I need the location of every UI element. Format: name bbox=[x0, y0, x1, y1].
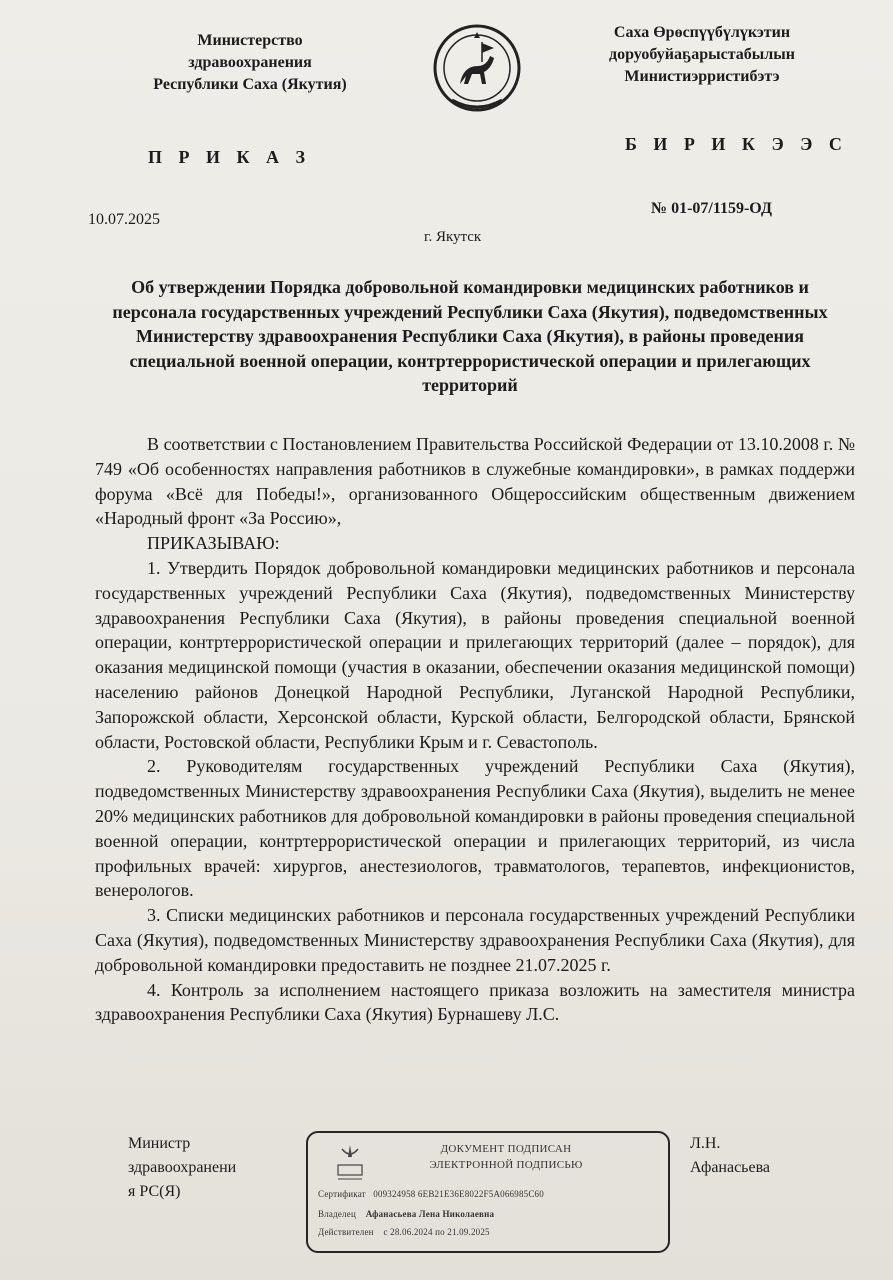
owner-value: Афанасьева Лена Николаевна bbox=[365, 1209, 495, 1219]
cert-label: Сертификат bbox=[318, 1189, 366, 1199]
owner-label: Владелец bbox=[318, 1209, 356, 1219]
order-item: 2. Руководителям государственных учреждений Республики Саха (Якутия), подведомственных Министерству здравоохранения Республики Саха (Якутия), выделить не менее 20% медицинских работников для добровольной командировки в районы проведения специальной военной операции, контртеррористической операции и прилегающих территорий, из числа профильных врачей: хирургов, анестезиологов, травматологов, терапевтов, инфекционистов, венерологов. bbox=[95, 756, 855, 901]
preamble: В соответствии с Постановлением Правительства Российской Федерации от 13.10.2008 г. № 749 «Об особенностях направления работников в служебные командировки», в рамках поддержи форума «Всё для Победы!», организованного Общероссийским общественным движением «Народный фронт «За Россию», bbox=[95, 434, 855, 529]
heading-line: ЭЛЕКТРОННОЙ ПОДПИСЬЮ bbox=[429, 1159, 583, 1171]
valid-value: с 28.06.2024 по 21.09.2025 bbox=[383, 1227, 490, 1237]
order-body bbox=[95, 432, 855, 1027]
ministry-line: здравоохранения bbox=[188, 54, 312, 71]
doc-type-ru: П Р И К А З bbox=[148, 147, 312, 167]
order-title: Об утверждении Порядка добровольной командировки медицинских работников и персонала государственных учреждений Республики Саха (Якутия), подведомственных Министерству здравоохранения Республики Саха (Якутия), в районы проведения специальной военной операции, контртеррористической операции и прилегающих территорий bbox=[112, 277, 828, 395]
name-line: Афанасьева bbox=[690, 1159, 771, 1176]
order-number: № 01-07/1159-ОД bbox=[651, 200, 772, 217]
ministry-line: Саха Өрөспүүбүлүкэтин bbox=[613, 24, 791, 41]
order-item: 3. Списки медицинских работников и персонала государственных учреждений Республики Саха (Якутия), подведомственных Министерству здравоохранения Республики Саха (Якутия), для добровольной командировки предоставить не позднее 21.07.2025 г. bbox=[95, 905, 855, 975]
order-date: 10.07.2025 bbox=[88, 211, 160, 228]
owner-row bbox=[318, 1209, 494, 1219]
ministry-name-sah bbox=[572, 22, 832, 88]
ministry-line: Министиэрристибэтэ bbox=[624, 68, 780, 85]
e-signature-logo-icon bbox=[334, 1143, 366, 1183]
position-line: я РС(Я) bbox=[128, 1183, 181, 1200]
e-signature-heading bbox=[386, 1141, 626, 1173]
order-item: 4. Контроль за исполнением настоящего приказа возложить на заместителя министра здравоохранения Республики Саха (Якутия) Бурнашеву Л.С. bbox=[95, 979, 855, 1025]
valid-label: Действителен bbox=[318, 1227, 374, 1237]
coat-of-arms-icon bbox=[432, 22, 522, 118]
signatory-name bbox=[690, 1132, 770, 1180]
name-line: Л.Н. bbox=[690, 1135, 721, 1152]
validity-row bbox=[318, 1227, 490, 1237]
position-line: Министр bbox=[128, 1135, 191, 1152]
ministry-name-ru bbox=[120, 30, 380, 96]
cert-value: 009324958 6EB21E36E8022F5A066985C60 bbox=[373, 1189, 544, 1199]
e-signature-stamp bbox=[306, 1131, 670, 1253]
ministry-line: Министерство bbox=[197, 32, 303, 49]
position-line: здравоохранени bbox=[128, 1159, 237, 1176]
order-word: ПРИКАЗЫВАЮ: bbox=[147, 533, 280, 554]
order-city: г. Якутск bbox=[424, 229, 482, 245]
ministry-line: Республики Саха (Якутия) bbox=[153, 76, 347, 93]
order-item: 1. Утвердить Порядок добровольной командировки медицинских работников и персонала государственных учреждений Республики Саха (Якутия), подведомственных Министерству здравоохранения Республики Саха (Якутия), в районы проведения специальной военной операции, контртеррористической операции и прилегающих территорий (далее – порядок), для оказания медицинской помощи (участия в оказании, обеспечении оказания медицинской помощи) населению районов Донецкой Народной Республики, Луганской Народной Республики, Запорожской области, Херсонской области, Курской области, Белгородской области, Брянской области, Ростовской области, Республики Крым и г. Севастополь. bbox=[95, 557, 855, 752]
signatory-position bbox=[128, 1132, 236, 1204]
doc-type-sah: Б И Р И К Э Э С bbox=[625, 134, 848, 154]
heading-line: ДОКУМЕНТ ПОДПИСАН bbox=[440, 1143, 572, 1155]
ministry-line: доруобуйаҕарыстабылын bbox=[609, 46, 795, 63]
cert-row bbox=[318, 1189, 544, 1199]
